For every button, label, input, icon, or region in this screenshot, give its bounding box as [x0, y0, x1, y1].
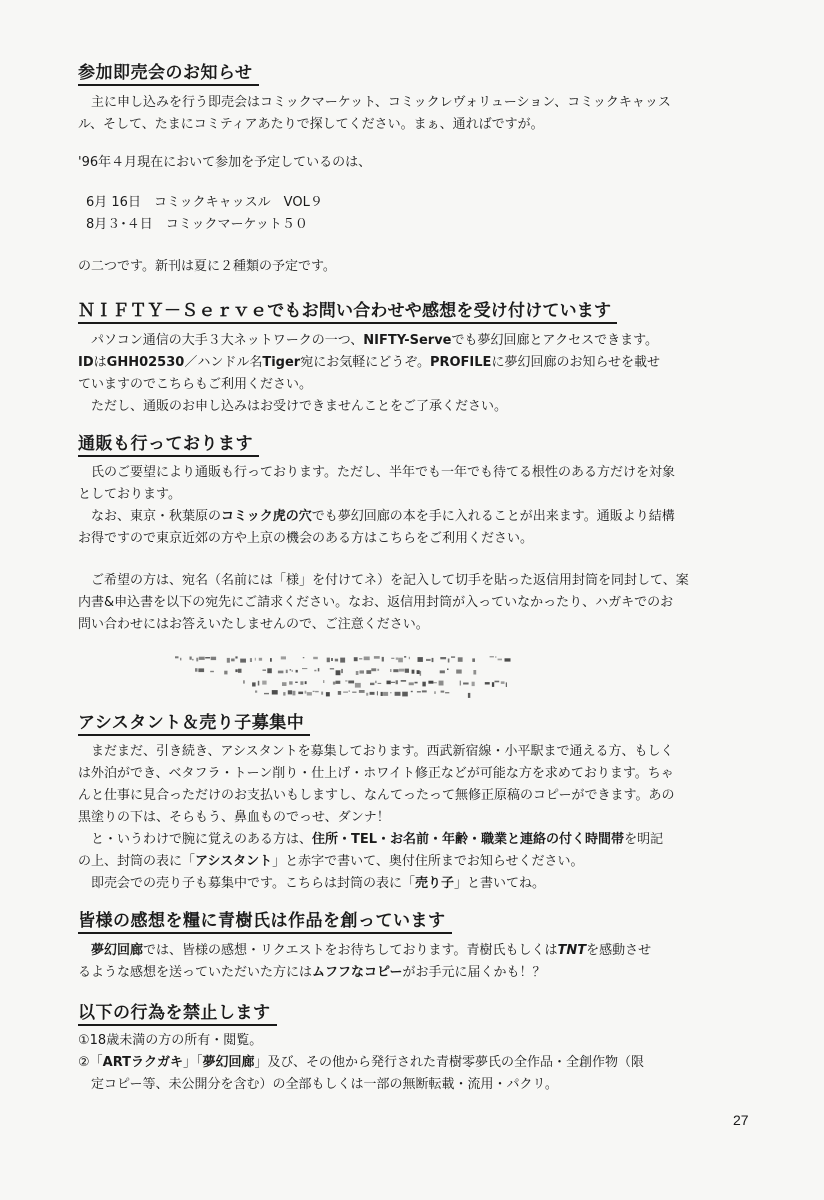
smear-mark [374, 656, 380, 659]
smear-mark [336, 681, 341, 684]
smear-mark [196, 658, 198, 662]
smear-mark [292, 670, 293, 672]
smear-mark [492, 682, 494, 687]
smear-mark [210, 671, 214, 672]
smear-mark [387, 681, 391, 685]
smear-mark [343, 692, 348, 693]
smear-mark [333, 682, 335, 685]
smear-mark [495, 681, 500, 683]
smear-mark [330, 668, 334, 670]
smear-mark [307, 692, 312, 695]
smear-mark [175, 656, 179, 658]
smear-mark [426, 659, 431, 661]
smear-mark [472, 658, 475, 662]
smear-mark [381, 692, 383, 696]
smear-mark [370, 683, 374, 685]
smear-mark [235, 656, 237, 658]
smear-mark [340, 658, 345, 663]
smear-mark [326, 692, 330, 696]
smear-mark [240, 659, 246, 663]
smear-mark [447, 669, 449, 671]
smear-mark [238, 669, 242, 673]
smear-mark [417, 670, 420, 674]
smear-mark [192, 659, 193, 661]
smear-mark [286, 670, 288, 673]
smear-mark [412, 670, 415, 674]
smear-mark [318, 668, 320, 671]
smear-mark [360, 670, 365, 673]
smear-mark [409, 682, 414, 685]
smear-mark [300, 681, 303, 685]
smear-mark [378, 683, 382, 684]
smear-mark [354, 657, 358, 661]
smear-mark [422, 690, 427, 692]
smear-mark [338, 691, 341, 695]
smear-mark [366, 693, 368, 696]
smear-mark [364, 657, 370, 661]
smear-mark [315, 691, 319, 692]
page-number: 27 [733, 1112, 749, 1128]
smear-mark [451, 656, 455, 658]
smear-mark [262, 681, 266, 685]
smear-mark [352, 692, 356, 694]
smear-mark [415, 682, 418, 684]
smear-mark [359, 690, 365, 693]
smear-mark [393, 669, 398, 672]
smear-mark [428, 681, 433, 684]
smear-mark [399, 669, 405, 672]
section-body-assistant: まだまだ、引き続き、アシスタントを募集しております。西武新宿線・小平駅まで通える方、もしく は外泊ができ、ベタフラ・トーン削り・仕上げ・ホワイト修正などが可能な方を求めております。ちゃ んと仕事に見合っただけのお支払いもしますし、なんてったって無修正原稿のコピーができます。あの 黒塗りの下は、そらもう、鼻血ものでっせ、ダンナ！ と・いうわけで腕に覚えのある方は、住所・TEL・お名前・年齢・職業と連絡の付く時間帯を明記 の上、封筒の表に「アシスタント」と赤字で書いて、奥付住所までお知らせください。 即売会での売り子も募集中です。こちらは封筒の表に「売り子」と書いてね。 [78, 744, 675, 891]
smear-mark [278, 671, 284, 674]
smear-mark [468, 693, 470, 698]
smear-mark [305, 681, 307, 684]
section-heading-prohibited: 以下の行為を禁止します [78, 1002, 277, 1026]
section-body-feedback: 夢幻回廊では、皆様の感想・リクエストをお待ちしております。青樹氏もしくはTNTを感動させ るような感想を送っていただいた方にはムフフなコピーがお手元に届くかも！？ [78, 943, 652, 980]
smear-mark [370, 692, 375, 695]
smear-mark [355, 683, 361, 688]
smear-mark [296, 670, 298, 673]
smear-mark [255, 691, 257, 693]
smear-mark [349, 690, 350, 691]
smear-mark [377, 691, 378, 695]
smear-mark [270, 658, 272, 662]
smear-mark [323, 680, 324, 683]
smear-mark [335, 659, 338, 662]
smear-mark [498, 659, 502, 661]
smear-mark [441, 691, 445, 693]
smear-mark [396, 680, 398, 684]
smear-mark [263, 670, 267, 671]
smear-mark [205, 657, 210, 658]
smear-mark [252, 682, 256, 686]
smear-mark [302, 668, 307, 669]
smear-mark [366, 670, 371, 674]
section-heading-mailorder: 通販も行っております [78, 433, 259, 457]
smear-mark [288, 690, 292, 694]
smear-mark [235, 669, 237, 672]
smear-mark [390, 669, 392, 672]
smear-mark [298, 692, 303, 695]
smear-mark [472, 682, 475, 686]
smear-mark [375, 681, 377, 683]
smear-mark [264, 693, 269, 694]
smear-mark [391, 682, 395, 683]
smear-mark [377, 669, 379, 671]
smear-mark [345, 680, 347, 681]
section-heading-nifty: ＮＩＦＴＹ－Ｓｅｒｖｅでもお問い合わせや感想を受け付けています [78, 300, 617, 324]
smear-mark [243, 680, 244, 683]
smear-mark [463, 683, 469, 685]
smear-mark [190, 657, 192, 660]
event-date-1: 6月 16日 コミックキャッスル VOL９ [86, 195, 323, 210]
smear-mark [282, 682, 287, 686]
redacted-address-block [175, 652, 515, 698]
section-heading-assistant: アシスタント＆売り子募集中 [78, 712, 310, 736]
smear-mark [473, 670, 476, 675]
smear-mark [445, 692, 449, 693]
smear-mark [267, 668, 272, 673]
smear-mark [390, 692, 391, 693]
smear-mark [290, 669, 292, 670]
smear-mark [356, 671, 359, 675]
smear-mark [434, 682, 437, 683]
smear-mark [231, 659, 235, 662]
smear-mark [458, 657, 463, 662]
smear-mark [391, 658, 394, 659]
smear-mark [456, 670, 462, 674]
smear-mark [382, 657, 384, 662]
smear-mark [402, 692, 408, 697]
smear-mark [420, 671, 422, 676]
smear-mark [341, 669, 343, 673]
smear-mark [198, 668, 204, 672]
smear-mark [250, 658, 252, 662]
smear-mark [434, 691, 436, 694]
smear-mark [313, 691, 315, 692]
smear-mark [409, 657, 410, 659]
smear-mark [398, 658, 403, 663]
smear-mark [303, 657, 305, 658]
smear-mark [313, 657, 318, 659]
smear-mark [501, 681, 505, 684]
smear-mark [283, 692, 285, 696]
smear-mark [440, 670, 445, 673]
smear-mark [272, 690, 278, 694]
section-body-prohibited: ①18歳未満の方の所有・閲覧。 ②「ARTラクガキ」「夢幻回廊」及び、その他から発行された青樹零夢氏の全作品・全創作物（限 定コピー等、未公開分を含む）の全部もしくは一部の無断転載・流用・パクリ。 [78, 1033, 645, 1092]
smear-mark [495, 656, 496, 657]
section-heading-events: 参加即売会のお知らせ [78, 62, 259, 86]
section-body-mailorder: 氏のご要望により通販も行っております。ただし、半年でも一年でも待てる根性のある方だけを対象 としております。 なお、東京・秋葉原のコミック虎の穴でも夢幻回廊の本を手に入れることが出来ます。通販より結構 お得ですので東京近郊の方や上京の機会のある方はこちらをご利用ください。 ご希望の方は、宛名（名前には「様」を付けてネ）を記入して切手を貼った返信用封筒を同封して、案 内書&申込書を以下の宛先にご請求ください。なお、返信用封筒が入っていなかったり、ハガキでのお 問い合わせにはお答えいたしませんので、ご注意ください。 [78, 465, 689, 632]
smear-mark [348, 681, 354, 684]
smear-mark [195, 668, 198, 672]
smear-mark [199, 657, 205, 660]
smear-mark [255, 658, 256, 661]
smear-mark [490, 656, 494, 657]
section-body-events: 主に申し込みを行う即売会はコミックマーケット、コミックレヴォリューション、コミックキャッス ル、そして、たまにコミティアあたりで探してください。まぁ、通ればですが。 '96年４月現在において参加を予定しているのは、 6月 16日 コミックキャッスル VOL９ 8月３･４日 コミックマーケット５０ の二つです。新刊は夏に２種類の予定です。 [78, 92, 758, 278]
smear-mark [404, 656, 406, 658]
smear-mark [295, 682, 298, 683]
smear-mark [224, 671, 227, 675]
smear-mark [336, 670, 341, 675]
smear-mark [259, 658, 262, 661]
smear-mark [281, 656, 286, 659]
smear-mark [422, 682, 425, 687]
smear-mark [440, 657, 446, 659]
smear-mark [396, 658, 398, 660]
smear-mark [371, 668, 376, 671]
event-date-2: 8月３･４日 コミックマーケット５０ [86, 217, 308, 232]
section-body-nifty: パソコン通信の大手３大ネットワークの一つ、NIFTY-Serveでも夢幻回廊とアクセスできます。 IDはGHH02530／ハンドル名Tiger宛にお気軽にどうぞ。PROFILEに夢幻回廊のお知らせを載せ ていますのでこちらもご利用ください。 ただし、通販のお申し込みはお受けできませんことをご了承ください。 [78, 333, 661, 414]
smear-mark [417, 691, 421, 692]
smear-mark [359, 658, 362, 659]
smear-mark [289, 681, 293, 684]
smear-mark [383, 692, 388, 696]
smear-mark [401, 680, 406, 681]
smear-mark [305, 691, 307, 694]
smear-mark [180, 658, 181, 661]
section-heading-feedback: 皆様の感想を糧に青樹氏は作品を創っています [78, 910, 452, 934]
smear-mark [211, 657, 216, 660]
smear-mark [485, 682, 490, 684]
smear-mark [327, 658, 330, 663]
smear-mark [314, 670, 316, 672]
smear-mark [418, 657, 423, 662]
smear-mark [331, 658, 333, 661]
smear-mark [432, 658, 434, 662]
smear-mark [321, 692, 323, 695]
smear-mark [505, 658, 511, 661]
smear-mark [227, 658, 230, 663]
smear-mark [293, 691, 296, 696]
smear-mark [411, 691, 413, 692]
smear-mark [395, 692, 401, 696]
smear-mark [460, 681, 461, 686]
smear-mark [405, 669, 409, 673]
smear-mark [258, 681, 260, 686]
smear-mark [448, 659, 450, 663]
smear-mark [506, 682, 507, 687]
smear-mark [439, 681, 444, 686]
